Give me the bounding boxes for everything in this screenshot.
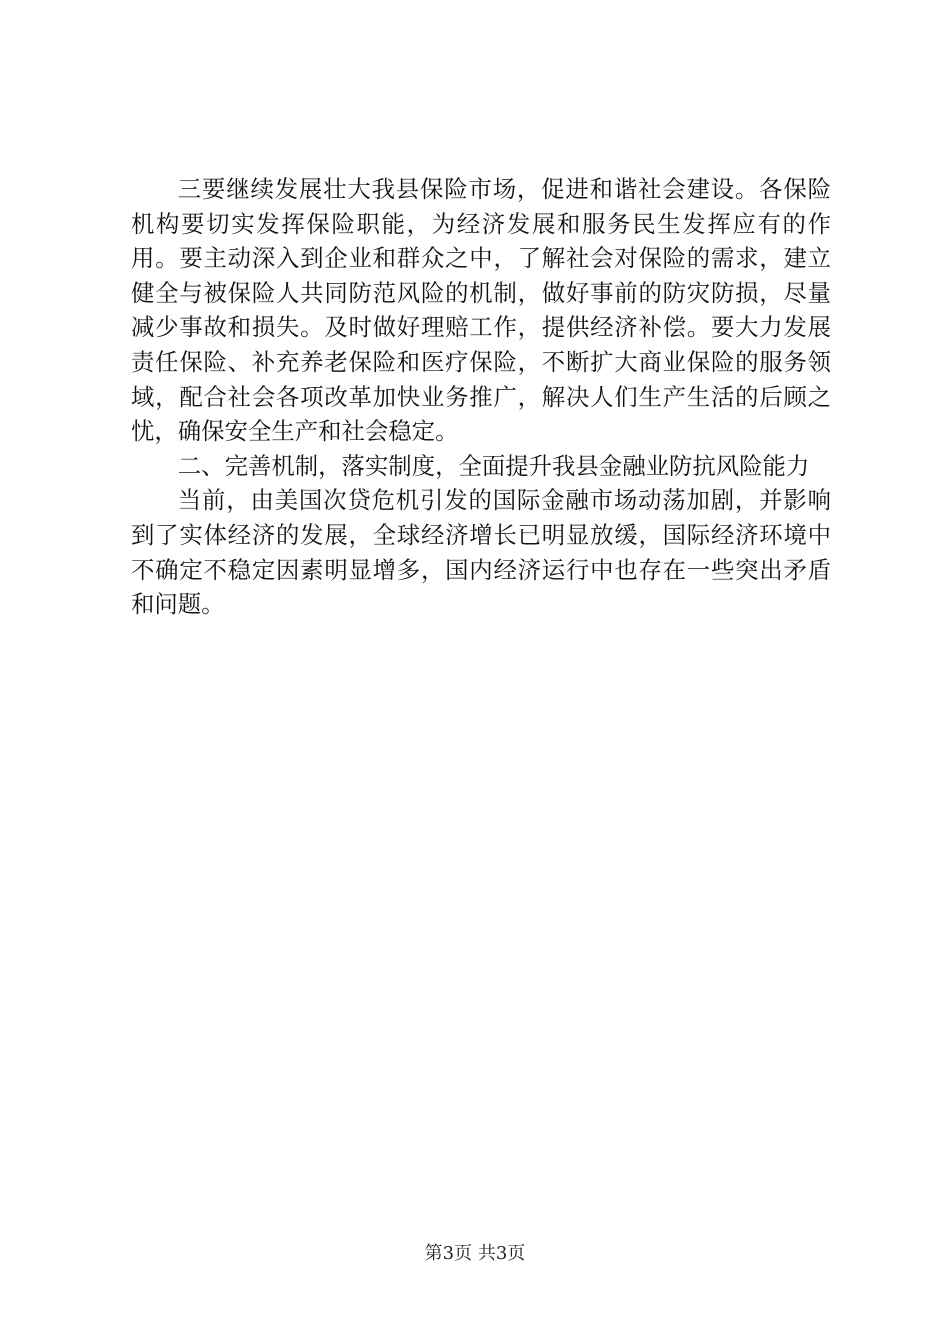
section-heading: 二、完善机制，落实制度，全面提升我县金融业防抗风险能力: [177, 451, 810, 480]
document-body: [131, 172, 831, 622]
paragraph-current-situation: 当前，由美国次贷危机引发的国际金融市场动荡加剧，并影响到了实体经济的发展，全球经济增长已明显放缓，国际经济环境中不确定不稳定因素明显增多，国内经济运行中也存在一些突出矛盾和问题。: [131, 486, 831, 619]
page-number: 第3页 共3页: [424, 1243, 526, 1264]
paragraph-insurance-market: 三要继续发展壮大我县保险市场，促进和谐社会建设。各保险机构要切实发挥保险职能，为经济发展和服务民生发挥应有的作用。要主动深入到企业和群众之中，了解社会对保险的需求，建立健全与被保险人共同防范风险的机制，做好事前的防灾防损，尽量减少事故和损失。及时做好理赔工作，提供经济补偿。要大力发展责任保险、补充养老保险和医疗保险，不断扩大商业保险的服务领域，配合社会各项改革加快业务推广，解决人们生产生活的后顾之忧，确保安全生产和社会稳定。: [131, 175, 831, 446]
